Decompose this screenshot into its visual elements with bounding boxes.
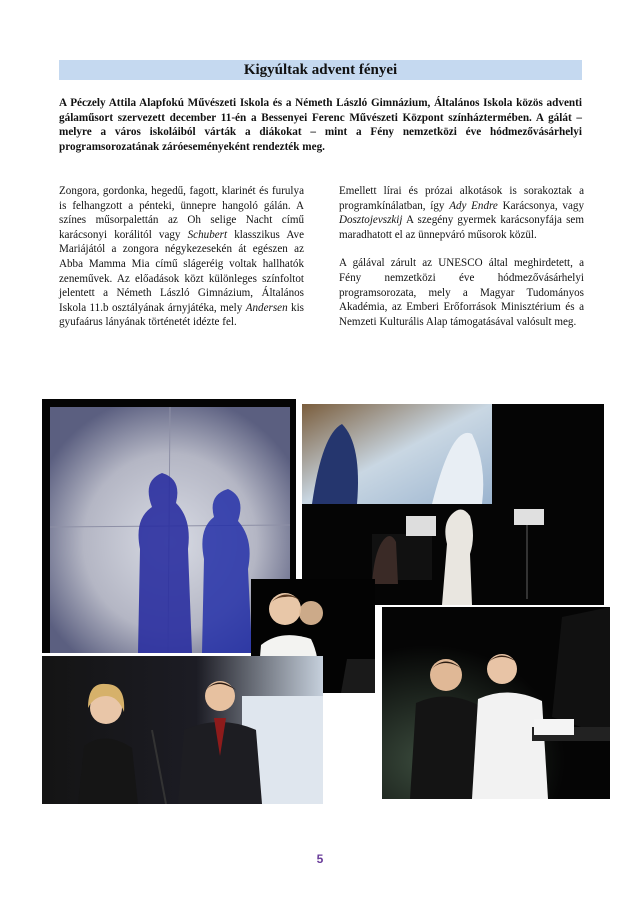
right-paragraph-2: A gálával zárult az UNESCO által meghirdetett, a Fény nemzetközi éve hódmezővásárhelyi programsorozata, mely a Magyar Tudományos Akadémia, az Emberi Erőforrások Minisztérium és a Nemzeti Kulturális Alap támogatásával valósult meg. [339, 257, 584, 328]
right-paragraph-1: Emellett lírai és prózai alkotások is sorakoztak a programkínálatban, így Ady Endre Karácsonya, vagy Dosztojevszkij A szegény gyermek karácsonyfája sem maradhatott el az ünnepváró műsorok közül. [339, 185, 584, 241]
right-column [339, 184, 584, 343]
article-lead: A Péczely Attila Alapfokú Művészeti Iskola és a Németh László Gimnázium, Általános Iskola közös adventi gálaműsort szervezett december 11-én a Bessenyei Ferenc Művészeti Központ színháztermében. A gálát – melyre a város iskoláiból várták a diákokat – mint a Fény nemzetközi éve hódmezővásárhelyi programsorozatának záróeseményeként rendezték meg. [59, 97, 582, 153]
page-number: 5 [316, 852, 324, 866]
recitation-image [42, 656, 323, 804]
photo-recitation [42, 656, 323, 804]
article-title: Kigyúltak advent fényei [59, 60, 582, 80]
four-hands-image [382, 607, 610, 799]
left-paragraph: Zongora, gordonka, hegedű, fagott, klarinét és furulya is felhangzott a pénteki, ünnepre hangoló gálán. A színes műsorpalettán az Oh selige Nacht című karácsonyi korálitól vagy Schubert klasszikus Ave Mariájától a zongora négykezesekén át egészen az Abba Mamma Mia című slágeréig voltak hallhatók zeneművek. Az előadások közt különleges színfoltot jelentett a Németh László Gimnázium, Általános Iskola 11.b osztályának árnyjátéka, mely Andersen kis gyufaárus lányának történetét idézte fel. [59, 185, 304, 329]
photo-four-hands [382, 607, 610, 799]
left-column [59, 184, 304, 344]
photo-violin-piano [302, 404, 604, 605]
violin-piano-image [302, 404, 604, 605]
